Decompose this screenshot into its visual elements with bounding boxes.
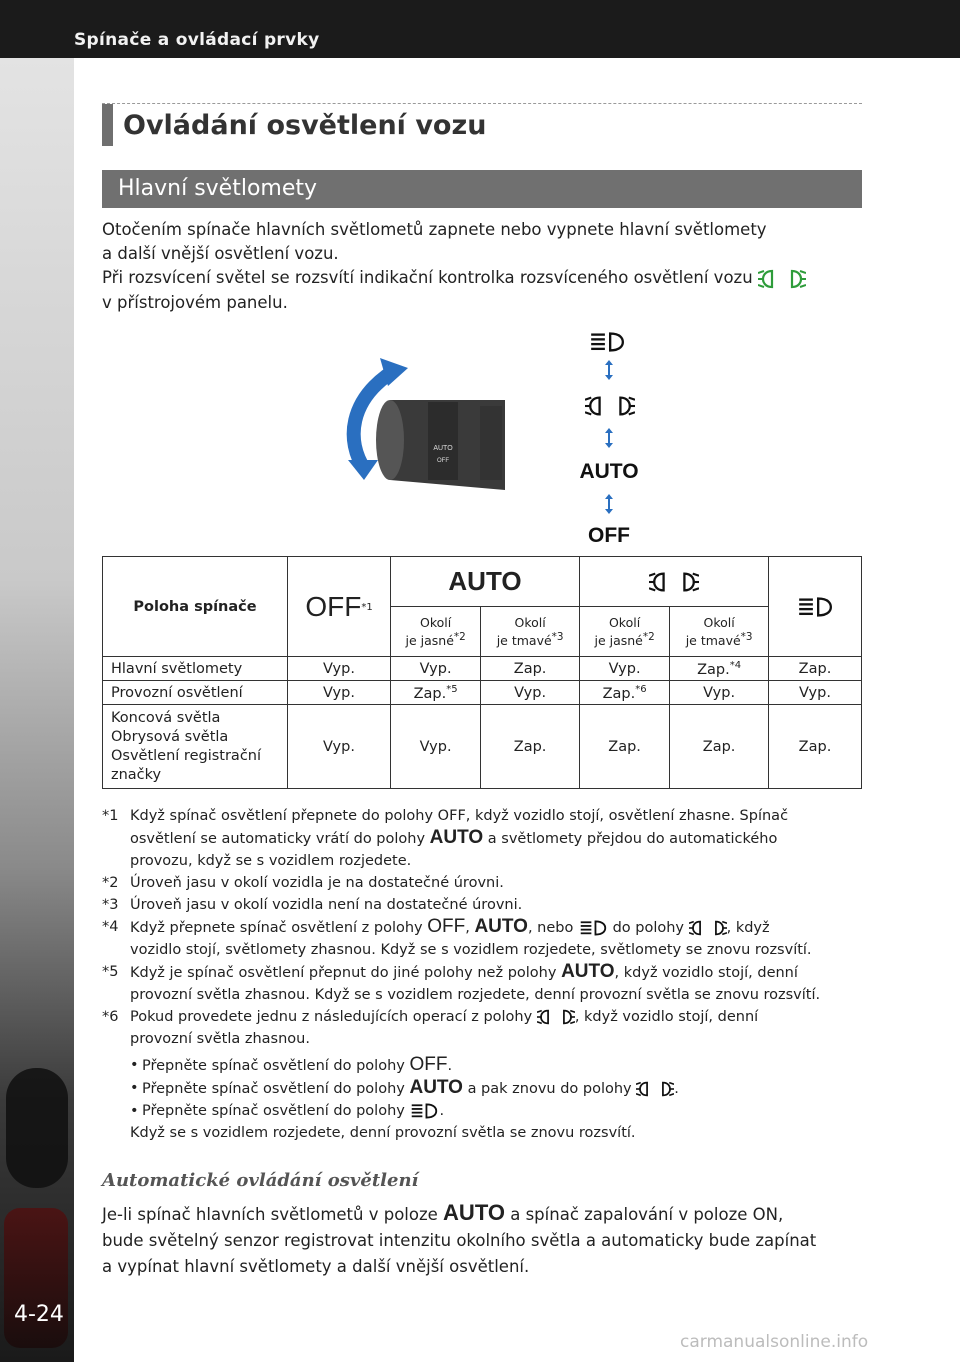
stalk-end-cap: [376, 400, 404, 480]
position-light-indicator-icon: [758, 267, 806, 291]
position-inline-icon: [537, 1008, 575, 1026]
off-note-ref: *1: [361, 601, 373, 613]
footnote-text: Úroveň jasu v okolí vozidla není na dostatečné úrovni.: [130, 897, 523, 913]
auto-line-3: a vypínat hlavní světlomety a další vnější osvětlení.: [102, 1257, 530, 1276]
col-header-off: [288, 557, 391, 657]
sub-pos-bright: [579, 607, 669, 657]
bullet-part: .: [447, 1058, 453, 1074]
bullet-mark: •: [130, 1103, 139, 1119]
position-light-icon: [649, 570, 699, 594]
title-accent-bar: [102, 104, 113, 146]
top-bar: [0, 0, 960, 58]
bullet-text: [142, 1100, 444, 1122]
col-header-position-light: [579, 557, 768, 607]
sub-auto-dark-2: je tmavé: [496, 633, 552, 649]
knob-off-label: OFF: [437, 458, 449, 464]
col-header-headlight: [769, 557, 862, 657]
auto-inline-icon: AUTO: [409, 1077, 463, 1098]
page-title: Ovládání osvětlení vozu: [123, 109, 487, 141]
footnote-line: vozidlo stojí, světlomety zhasnou. Když se s vozidlem rozjedete, světlomety se znovu rozsvítí.: [130, 942, 812, 958]
table-cell: Vyp.: [288, 681, 391, 705]
cell-note: *4: [729, 659, 742, 671]
cell-text: Zap.: [697, 661, 730, 678]
row-label: Hlavní světlomety: [103, 657, 288, 681]
sub-auto-dark: [481, 607, 580, 657]
footnote-3: [102, 894, 862, 916]
intro-line-2: a další vnější osvětlení vozu.: [102, 244, 339, 263]
switch-position-table: [102, 556, 862, 789]
off-inline-icon: OFF: [409, 1054, 448, 1075]
table-cell: Zap.: [670, 705, 769, 789]
figure-auto-label: AUTO: [579, 460, 639, 483]
bullet-followup: Když se s vozidlem rozjedete, denní provozní světla se znovu rozsvítí.: [130, 1125, 636, 1141]
row-label: [103, 705, 288, 789]
table-cell: Vyp.: [391, 657, 481, 681]
footnote-4: [102, 916, 862, 961]
sub-auto-bright-2: je jasné: [405, 633, 454, 649]
footnotes: [102, 805, 862, 1144]
footnote-part: osvětlení se automaticky vrátí do polohy: [130, 831, 426, 847]
intro-line-3: [102, 266, 862, 291]
col-header-auto: [391, 557, 580, 607]
sub-note-2b: *2: [642, 630, 655, 643]
footnote-key: *4: [102, 919, 119, 935]
sub-pos-bright-1: Okolí: [608, 614, 641, 630]
table-row: [103, 657, 862, 681]
footnote-text: [130, 916, 862, 961]
footnote-line: [130, 1006, 862, 1028]
table-cell: Vyp.: [579, 657, 669, 681]
col-header-position: Poloha spínače: [103, 557, 288, 657]
auto-inline-icon: AUTO: [561, 961, 615, 982]
watermark: carmanualsonline.info: [680, 1332, 869, 1352]
footnote-part: , když: [726, 920, 770, 936]
auto-inline-icon: AUTO: [474, 916, 528, 937]
sub-pos-dark-2: je tmavé: [685, 633, 741, 649]
switch-knob: [428, 402, 458, 480]
table-cell: Vyp.: [481, 681, 580, 705]
sub-pos-dark-1: Okolí: [703, 614, 735, 630]
steering-wheel-photo: [6, 1068, 68, 1188]
bullet-text: [142, 1054, 452, 1077]
footnote-part: do polohy: [612, 920, 684, 936]
bullet-mark: •: [130, 1080, 139, 1096]
footnote-line: provozní světla zhasnou. Když se s vozidlem rozjedete, denní provozní světla se znovu rozsvítí.: [130, 987, 821, 1003]
sub-note-2: *2: [453, 630, 466, 643]
cell-note: *5: [446, 683, 458, 695]
table-cell: [391, 681, 481, 705]
table-cell: Vyp.: [288, 657, 391, 681]
footnote-text: Úroveň jasu v okolí vozidla je na dostatečné úrovni.: [130, 875, 504, 891]
headlight-inline-icon: [409, 1102, 439, 1120]
auto-inline-icon: AUTO: [443, 1200, 505, 1225]
off-symbol: OFF: [305, 590, 362, 622]
table-cell: Zap.: [769, 657, 862, 681]
auto-section-heading: Automatické ovládání osvětlení: [102, 1170, 419, 1191]
auto-part: a spínač zapalování v poloze ON,: [510, 1205, 784, 1224]
bullet-part: a pak znovu do polohy: [467, 1081, 632, 1097]
section-header: Spínače a ovládací prvky: [74, 30, 320, 50]
bullet-1: [102, 1054, 862, 1077]
footnote-part: , když vozidlo stojí, denní: [614, 965, 798, 981]
footnote-line: [130, 916, 862, 939]
row-label: Provozní osvětlení: [103, 681, 288, 705]
footnote-2: [102, 872, 862, 894]
row-label-line: značky: [111, 766, 162, 783]
footnote-key: *6: [102, 1009, 119, 1025]
fog-ring: [480, 406, 502, 480]
row-label-line: Koncová světla: [111, 709, 221, 726]
auto-symbol: AUTO: [448, 566, 522, 596]
bullet-3: [102, 1100, 862, 1122]
footnote-text: [130, 961, 862, 1006]
footnote-line: Když spínač osvětlení přepnete do polohy OFF, když vozidlo stojí, osvětlení zhasne. Spínač: [130, 808, 789, 824]
footnote-line: provozní světla zhasnou.: [130, 1031, 310, 1047]
footnote-text: [130, 1006, 862, 1050]
bullet-part: Přepněte spínač osvětlení do polohy: [142, 1058, 405, 1074]
headlight-inline-icon: [578, 919, 608, 937]
seat-photo: [4, 1208, 68, 1348]
title-block: [102, 104, 486, 146]
footnote-part: ,: [465, 920, 470, 936]
sub-auto-dark-1: Okolí: [514, 614, 546, 630]
footnote-part: Když je spínač osvětlení přepnut do jiné polohy než polohy: [130, 965, 557, 981]
bullet-mark: •: [130, 1057, 139, 1073]
footnote-line: [130, 827, 862, 850]
intro-line-4: v přístrojovém panelu.: [102, 292, 288, 312]
light-switch-figure: [330, 320, 660, 550]
cell-text: Zap.: [602, 685, 636, 702]
figure-off-label: OFF: [588, 524, 630, 547]
footnote-part: , když vozidlo stojí, denní: [574, 1009, 759, 1025]
intro-paragraph: [102, 218, 862, 315]
sub-note-3b: *3: [740, 630, 753, 643]
intro-line-1: Otočením spínače hlavních světlometů zapnete nebo vypnete hlavní světlomety: [102, 220, 767, 239]
table-cell: Zap.: [481, 705, 580, 789]
footnote-line: provozu, když se s vozidlem rozjedete.: [130, 853, 412, 869]
sub-pos-bright-2: je jasné: [594, 633, 643, 649]
row-label-line: Obrysová světla: [111, 728, 229, 745]
footnote-key: *1: [102, 808, 119, 824]
off-inline-icon: OFF: [427, 916, 466, 937]
table-row: [103, 705, 862, 789]
arrow-head-bottom: [348, 460, 378, 480]
table-row: [103, 681, 862, 705]
auto-inline-icon: AUTO: [429, 827, 484, 848]
bullet-part: .: [439, 1103, 445, 1119]
table-cell: Vyp.: [769, 681, 862, 705]
sub-note-3: *3: [551, 630, 564, 643]
table-cell: [579, 681, 669, 705]
headlight-high-icon: [796, 595, 834, 619]
cell-text: Zap.: [413, 685, 447, 702]
sub-auto-bright: [391, 607, 481, 657]
bullet-part: .: [674, 1081, 679, 1097]
table-cell: [670, 657, 769, 681]
intro-line-3-text: Při rozsvícení světel se rozsvítí indikační kontrolka rozsvíceného osvětlení vozu: [102, 268, 753, 287]
footnote-line: [130, 961, 862, 984]
position-inline-icon: [636, 1080, 674, 1098]
auto-line-2: bude světelný senzor registrovat intenzitu okolního světla a automaticky bude zapínat: [102, 1231, 817, 1250]
footnote-part: a světlomety přejdou do automatického: [487, 831, 778, 847]
auto-line-1: [102, 1200, 862, 1228]
footnote-5: [102, 961, 862, 1006]
sub-auto-bright-1: Okolí: [419, 614, 452, 630]
position-inline-icon: [689, 919, 727, 937]
table-cell: Vyp.: [288, 705, 391, 789]
footnote-part: , nebo: [527, 920, 574, 936]
table-cell: Zap.: [481, 657, 580, 681]
row-label-line: Osvětlení registrační: [111, 747, 262, 764]
bullet-part: Přepněte spínač osvětlení do polohy: [142, 1103, 405, 1119]
footnote-part: Pokud provedete jednu z následujících operací z polohy: [130, 1009, 533, 1025]
bullet-text: [142, 1077, 679, 1100]
page-number: 4-24: [14, 1302, 64, 1327]
section-subtitle: Hlavní světlomety: [102, 170, 862, 208]
bullet-part: Přepněte spínač osvětlení do polohy: [142, 1081, 405, 1097]
bullet-2: [102, 1077, 862, 1100]
footnote-6: [102, 1006, 862, 1050]
table-cell: Zap.: [769, 705, 862, 789]
cell-note: *6: [635, 683, 647, 695]
auto-section-paragraph: [102, 1200, 862, 1280]
footnote-text: [130, 805, 862, 872]
footnote-key: *2: [102, 875, 119, 891]
knob-auto-label: AUTO: [433, 445, 453, 452]
table-cell: Vyp.: [391, 705, 481, 789]
sub-pos-dark: [670, 607, 769, 657]
footnote-1: [102, 805, 862, 872]
auto-part: Je-li spínač hlavních světlometů v poloze: [102, 1205, 438, 1224]
footnote-key: *3: [102, 897, 119, 913]
table-cell: Zap.: [579, 705, 669, 789]
footnote-part: Když přepnete spínač osvětlení z polohy: [130, 920, 423, 936]
table-cell: Vyp.: [670, 681, 769, 705]
footnote-key: *5: [102, 964, 119, 980]
left-photo-strip: [0, 58, 74, 1362]
